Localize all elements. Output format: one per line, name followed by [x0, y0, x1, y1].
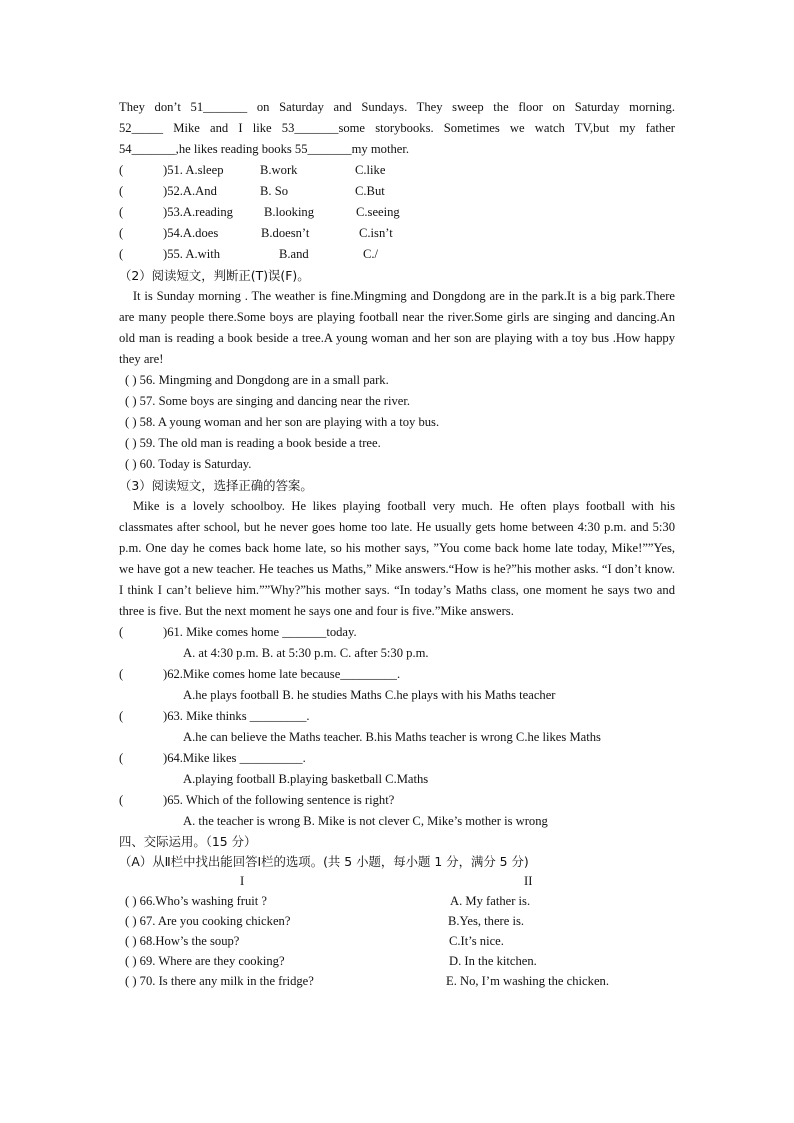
question-53: ( )53.A.reading B.looking C.seeing — [119, 205, 400, 219]
passage1-line1: They don’t 51_______ on Saturday and Sundays. They sweep the floor on Saturday morning. — [119, 100, 675, 114]
tf-59: ( ) 59. The old man is reading a book beside a tree. — [125, 436, 381, 450]
match-70: ( ) 70. Is there any milk in the fridge? E. No, I’m washing the chicken. — [125, 974, 609, 988]
section2-title: （2）阅读短文，判断正(T)误(F)。 — [119, 268, 310, 283]
options-64: A.playing football B.playing basketball C.Maths — [183, 772, 429, 786]
tf-56: ( ) 56. Mingming and Dongdong are in a small park. — [125, 373, 389, 387]
passage3: Mike is a lovely schoolboy. He likes playing football very much. He often plays football with his classmates after school, but he never goes home too late. He usually gets home between 4:30 p.m. and 5:30 p.m. One day he comes back home late, so his mother says, ”You come back home late today, Mike!””Yes, we have got a new teacher. He teaches us Maths,” Mike answers.“How is he?”his mother asks. “I don’t know. I think I can’t believe him.””Why?”his mother says. “In today’s Maths class, one moment he says two and three is five. But the next moment he says one and four is five.”Mike answers. — [119, 499, 675, 618]
question-61: ( )61. Mike comes home _______today. — [119, 625, 357, 639]
column-i-header: I — [240, 874, 245, 888]
column-headers — [119, 872, 675, 891]
section4-title: 四、交际运用。（15 分） — [119, 834, 257, 849]
question-64: ( )64.Mike likes __________. — [119, 751, 306, 765]
tf-57: ( ) 57. Some boys are singing and dancing near the river. — [125, 394, 411, 408]
question-65: ( )65. Which of the following sentence is right? — [119, 793, 395, 807]
question-52: ( )52.A.And B. So C.But — [119, 184, 385, 198]
match-68: ( ) 68.How’s the soup? C.It’s nice. — [125, 934, 504, 948]
question-54: ( )54.A.does B.doesn’t C.isn’t — [119, 226, 393, 240]
passage1-line3: 54_______,he likes reading books 55_______my mother. — [119, 142, 409, 156]
tf-60: ( ) 60. Today is Saturday. — [125, 457, 252, 471]
question-62: ( )62.Mike comes home late because_________. — [119, 667, 401, 681]
worksheet-page — [119, 97, 675, 991]
passage1-line2: 52_____ Mike and I like 53_______some storybooks. Sometimes we watch TV,but my father — [119, 121, 675, 135]
column-ii-header: II — [524, 874, 533, 888]
options-63: A.he can believe the Maths teacher. B.his Maths teacher is wrong C.he likes Maths — [183, 730, 601, 744]
section3-title: （3）阅读短文，选择正确的答案。 — [119, 478, 313, 493]
match-69: ( ) 69. Where are they cooking? D. In the kitchen. — [125, 954, 537, 968]
options-62: A.he plays football B. he studies Maths C.he plays with his Maths teacher — [183, 688, 556, 702]
question-51: ( )51. A.sleep B.work C.like — [119, 163, 386, 177]
question-63: ( )63. Mike thinks _________. — [119, 709, 310, 723]
options-65: A. the teacher is wrong B. Mike is not clever C, Mike’s mother is wrong — [183, 814, 548, 828]
options-61: A. at 4:30 p.m. B. at 5:30 p.m. C. after 5:30 p.m. — [183, 646, 429, 660]
passage2: It is Sunday morning . The weather is fine.Mingming and Dongdong are in the park.It is a big park.There are many people there.Some boys are playing football near the river.Some girls are singing and dancing.An old man is reading a book beside a tree.A young woman and her son are playing with a toy bus .How happy they are! — [119, 289, 675, 366]
match-67: ( ) 67. Are you cooking chicken? B.Yes, there is. — [125, 914, 525, 928]
sectionA-title: （A）从Ⅱ栏中找出能回答Ⅰ栏的选项。(共 5 小题，每小题 1 分，满分 5 分) — [119, 854, 529, 869]
question-55: ( )55. A.with B.and C./ — [119, 247, 379, 261]
tf-58: ( ) 58. A young woman and her son are playing with a toy bus. — [125, 415, 440, 429]
match-66: ( ) 66.Who’s washing fruit ? A. My father is. — [125, 894, 531, 908]
